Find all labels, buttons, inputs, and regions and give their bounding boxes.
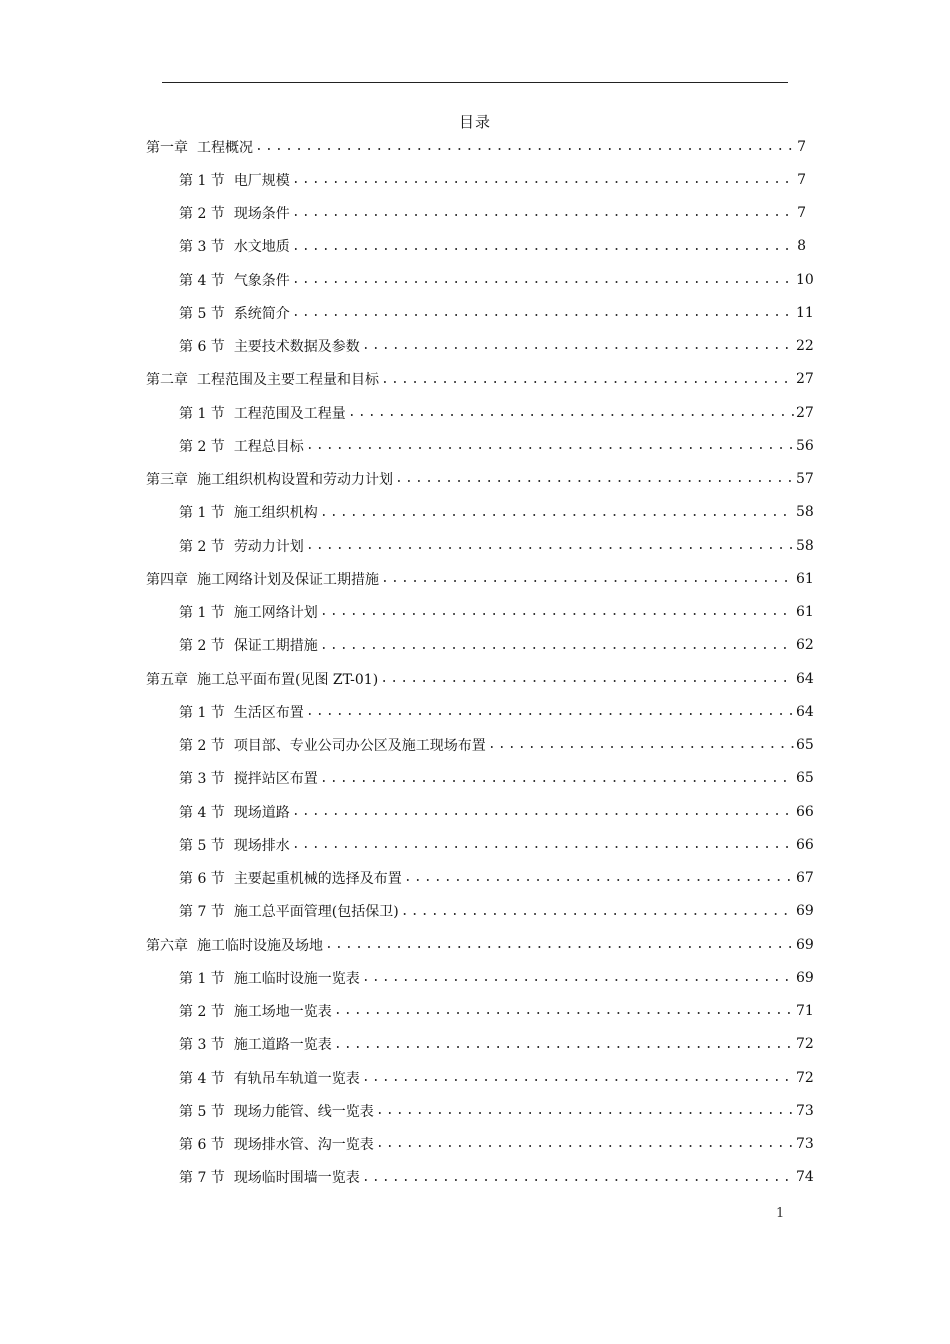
toc-entry-label: 生活区布置 xyxy=(233,704,304,721)
toc-entry-page: 72 xyxy=(796,1036,814,1053)
toc-entry-page: 67 xyxy=(796,870,814,887)
table-of-contents xyxy=(146,130,814,1194)
toc-entry-number: 第 4 节 xyxy=(179,1070,225,1087)
toc-entry-page: 27 xyxy=(796,404,814,421)
toc-entry-page: 27 xyxy=(796,371,814,388)
toc-entry-label: 施工总平面管理(包括保卫) xyxy=(233,904,399,921)
toc-dot-leader xyxy=(306,438,794,454)
toc-section-entry[interactable] xyxy=(146,895,814,928)
toc-entry-label: 现场排水管、沟一览表 xyxy=(233,1137,374,1154)
toc-section-entry[interactable] xyxy=(146,330,814,363)
toc-entry-number: 第 4 节 xyxy=(179,804,225,821)
toc-entry-number: 第 1 节 xyxy=(179,704,225,721)
toc-entry-page: 58 xyxy=(796,537,814,554)
toc-entry-label: 工程概况 xyxy=(197,139,253,156)
toc-entry-label: 主要技术数据及参数 xyxy=(233,339,360,356)
toc-section-entry[interactable] xyxy=(146,230,806,263)
toc-entry-label: 气象条件 xyxy=(233,272,290,289)
toc-entry-number: 第 2 节 xyxy=(179,206,225,223)
toc-entry-label: 施工组织机构 xyxy=(233,505,318,522)
toc-entry-number: 第 3 节 xyxy=(179,1037,225,1054)
header-rule xyxy=(162,82,788,83)
toc-entry-number: 第 2 节 xyxy=(179,538,225,555)
toc-dot-leader xyxy=(320,505,794,521)
toc-section-entry[interactable] xyxy=(146,828,814,861)
toc-dot-leader xyxy=(395,471,794,487)
toc-entry-page: 64 xyxy=(796,703,814,720)
toc-section-entry[interactable] xyxy=(146,429,814,462)
toc-section-entry[interactable] xyxy=(146,596,814,629)
toc-entry-number: 第 1 节 xyxy=(179,505,225,522)
toc-entry-label: 搅拌站区布置 xyxy=(233,771,318,788)
toc-dot-leader xyxy=(292,804,794,820)
toc-chapter-entry[interactable] xyxy=(146,463,814,496)
toc-entry-page: 73 xyxy=(796,1102,814,1119)
toc-entry-number: 第一章 xyxy=(146,139,188,156)
page-number: 1 xyxy=(776,1206,785,1221)
toc-entry-page: 7 xyxy=(797,138,806,155)
toc-dot-leader xyxy=(334,1037,794,1053)
toc-dot-leader xyxy=(292,172,794,188)
toc-entry-number: 第三章 xyxy=(146,472,188,489)
toc-entry-label: 现场力能管、线一览表 xyxy=(233,1103,374,1120)
toc-title: 目录 xyxy=(458,113,491,131)
toc-entry-number: 第二章 xyxy=(146,372,188,389)
toc-entry-number: 第五章 xyxy=(146,671,188,688)
toc-entry-page: 71 xyxy=(796,1003,814,1020)
toc-chapter-entry[interactable] xyxy=(146,562,814,595)
toc-entry-page: 73 xyxy=(796,1136,814,1153)
toc-dot-leader xyxy=(381,372,794,388)
toc-entry-page: 69 xyxy=(796,969,814,986)
toc-entry-page: 69 xyxy=(796,936,814,953)
toc-entry-label: 施工网络计划 xyxy=(233,605,318,622)
toc-dot-leader xyxy=(376,1136,794,1152)
toc-dot-leader xyxy=(325,937,794,953)
toc-dot-leader xyxy=(488,737,794,753)
toc-dot-leader xyxy=(292,205,794,221)
toc-section-entry[interactable] xyxy=(146,1061,814,1094)
toc-section-entry[interactable] xyxy=(146,1094,814,1127)
toc-entry-number: 第 7 节 xyxy=(179,904,225,921)
toc-dot-leader xyxy=(362,970,794,986)
toc-entry-number: 第 6 节 xyxy=(179,1137,225,1154)
toc-dot-leader xyxy=(348,405,794,421)
toc-entry-page: 61 xyxy=(796,604,814,621)
toc-dot-leader xyxy=(292,239,794,255)
toc-entry-number: 第 2 节 xyxy=(179,638,225,655)
toc-section-entry[interactable] xyxy=(146,529,814,562)
toc-dot-leader xyxy=(401,904,794,920)
toc-dot-leader xyxy=(362,1170,794,1186)
toc-entry-number: 第 5 节 xyxy=(179,837,225,854)
toc-entry-number: 第 6 节 xyxy=(179,339,225,356)
toc-entry-page: 69 xyxy=(796,903,814,920)
toc-section-entry[interactable] xyxy=(146,961,814,994)
toc-entry-label: 施工组织机构设置和劳动力计划 xyxy=(197,472,393,489)
toc-entry-label: 项目部、专业公司办公区及施工现场布置 xyxy=(233,738,486,755)
toc-entry-page: 7 xyxy=(797,171,806,188)
toc-entry-number: 第四章 xyxy=(146,571,188,588)
toc-entry-label: 现场排水 xyxy=(233,837,290,854)
toc-section-entry[interactable] xyxy=(146,296,814,329)
toc-entry-label: 施工场地一览表 xyxy=(233,1004,332,1021)
toc-section-entry[interactable] xyxy=(146,163,806,196)
toc-entry-label: 工程总目标 xyxy=(233,438,304,455)
toc-dot-leader xyxy=(292,272,794,288)
toc-entry-number: 第 2 节 xyxy=(179,1004,225,1021)
toc-section-entry[interactable] xyxy=(146,496,814,529)
toc-entry-page: 61 xyxy=(796,570,814,587)
toc-section-entry[interactable] xyxy=(146,995,814,1028)
toc-entry-number: 第 2 节 xyxy=(179,738,225,755)
toc-entry-page: 65 xyxy=(796,737,814,754)
toc-entry-page: 8 xyxy=(797,238,806,255)
toc-dot-leader xyxy=(306,538,794,554)
toc-entry-label: 电厂规模 xyxy=(233,172,290,189)
toc-chapter-entry[interactable] xyxy=(146,662,814,695)
toc-entry-label: 有轨吊车轨道一览表 xyxy=(233,1070,360,1087)
toc-section-entry[interactable] xyxy=(146,263,814,296)
toc-entry-page: 10 xyxy=(796,271,814,288)
toc-dot-leader xyxy=(362,338,794,354)
toc-entry-label: 工程范围及工程量 xyxy=(233,405,346,422)
toc-section-entry[interactable] xyxy=(146,695,814,728)
toc-dot-leader xyxy=(404,870,794,886)
toc-entry-number: 第 5 节 xyxy=(179,305,225,322)
toc-entry-page: 64 xyxy=(796,670,814,687)
toc-entry-number: 第 3 节 xyxy=(179,239,225,256)
toc-dot-leader xyxy=(334,1003,794,1019)
toc-dot-leader xyxy=(306,704,794,720)
toc-entry-label: 施工临时设施及场地 xyxy=(197,937,323,954)
toc-entry-label: 保证工期措施 xyxy=(233,638,318,655)
toc-entry-label: 劳动力计划 xyxy=(233,538,304,555)
toc-chapter-entry[interactable] xyxy=(146,928,814,961)
toc-entry-label: 施工网络计划及保证工期措施 xyxy=(197,571,379,588)
toc-entry-label: 主要起重机械的选择及布置 xyxy=(233,871,402,888)
toc-entry-number: 第 2 节 xyxy=(179,438,225,455)
toc-dot-leader xyxy=(320,638,794,654)
toc-entry-page: 62 xyxy=(796,637,814,654)
toc-dot-leader xyxy=(376,1103,794,1119)
toc-entry-label: 工程范围及主要工程量和目标 xyxy=(197,372,379,389)
toc-chapter-entry[interactable] xyxy=(146,363,814,396)
toc-entry-number: 第 1 节 xyxy=(179,605,225,622)
toc-entry-page: 22 xyxy=(796,338,814,355)
toc-entry-number: 第 1 节 xyxy=(179,405,225,422)
toc-entry-label: 施工道路一览表 xyxy=(233,1037,332,1054)
toc-entry-page: 11 xyxy=(796,304,814,321)
toc-entry-page: 66 xyxy=(796,836,814,853)
toc-entry-page: 56 xyxy=(796,437,814,454)
toc-chapter-entry[interactable] xyxy=(146,130,806,163)
toc-entry-number: 第 1 节 xyxy=(179,970,225,987)
toc-entry-page: 7 xyxy=(797,205,806,222)
toc-entry-label: 现场道路 xyxy=(233,804,290,821)
toc-entry-label: 系统简介 xyxy=(233,305,290,322)
toc-entry-label: 水文地质 xyxy=(233,239,290,256)
toc-entry-label: 现场条件 xyxy=(233,206,290,223)
toc-entry-label: 现场临时围墙一览表 xyxy=(233,1170,360,1187)
toc-dot-leader xyxy=(362,1070,794,1086)
toc-section-entry[interactable] xyxy=(146,862,814,895)
toc-entry-number: 第 1 节 xyxy=(179,172,225,189)
toc-entry-label: 施工总平面布置(见图 ZT-01) xyxy=(197,671,379,688)
toc-entry-page: 65 xyxy=(796,770,814,787)
toc-entry-number: 第 4 节 xyxy=(179,272,225,289)
toc-section-entry[interactable] xyxy=(146,1028,814,1061)
toc-dot-leader xyxy=(292,305,794,321)
toc-section-entry[interactable] xyxy=(146,762,814,795)
toc-section-entry[interactable] xyxy=(146,629,814,662)
toc-entry-label: 施工临时设施一览表 xyxy=(233,970,360,987)
toc-section-entry[interactable] xyxy=(146,1128,814,1161)
toc-entry-number: 第六章 xyxy=(146,937,188,954)
toc-dot-leader xyxy=(381,571,794,587)
toc-entry-page: 72 xyxy=(796,1069,814,1086)
toc-entry-number: 第 6 节 xyxy=(179,871,225,888)
toc-dot-leader xyxy=(380,671,794,687)
toc-dot-leader xyxy=(292,837,794,853)
toc-entry-page: 57 xyxy=(796,471,814,488)
toc-entry-page: 58 xyxy=(796,504,814,521)
toc-entry-page: 74 xyxy=(796,1169,814,1186)
toc-entry-number: 第 7 节 xyxy=(179,1170,225,1187)
toc-entry-number: 第 5 节 xyxy=(179,1103,225,1120)
toc-dot-leader xyxy=(320,771,794,787)
toc-section-entry[interactable] xyxy=(146,729,814,762)
toc-entry-number: 第 3 节 xyxy=(179,771,225,788)
toc-entry-page: 66 xyxy=(796,803,814,820)
toc-dot-leader xyxy=(255,139,794,155)
toc-section-entry[interactable] xyxy=(146,795,814,828)
toc-dot-leader xyxy=(320,604,794,620)
toc-section-entry[interactable] xyxy=(146,197,806,230)
toc-section-entry[interactable] xyxy=(146,1161,814,1194)
toc-section-entry[interactable] xyxy=(146,396,814,429)
